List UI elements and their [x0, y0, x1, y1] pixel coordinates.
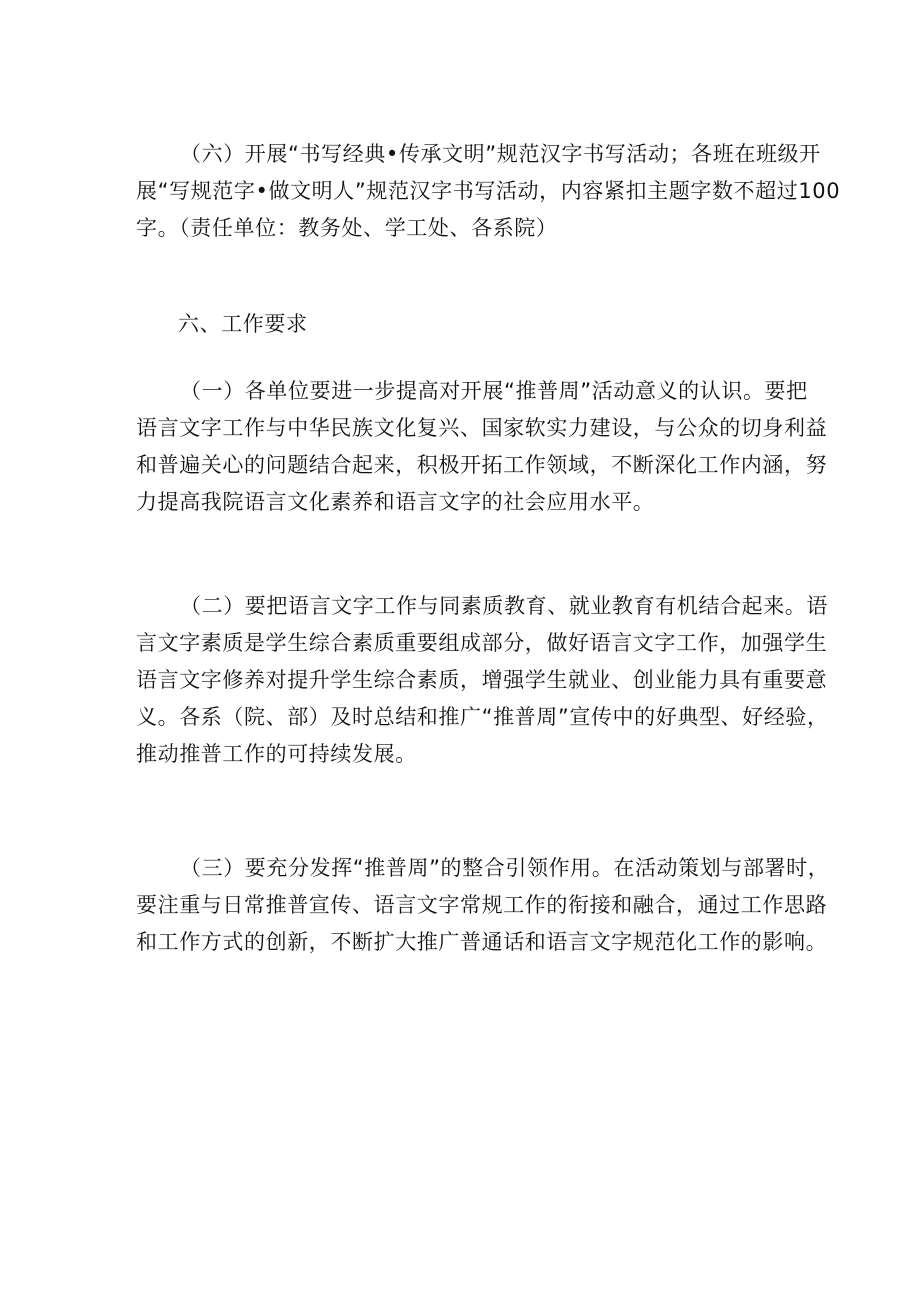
paragraph-line: 和普遍关心的问题结合起来，积极开拓工作领域，不断深化工作内涵，努 — [136, 453, 828, 477]
paragraph-line: 要注重与日常推普宣传、语言文字常规工作的衔接和融合，通过工作思路 — [136, 893, 828, 917]
paragraph-line: 力提高我院语言文化素养和语言文字的社会应用水平。 — [136, 490, 655, 514]
paragraph-line: 义。各系（院、部）及时总结和推广“推普周”宣传中的好典型、好经验， — [136, 705, 829, 729]
paragraph-requirement-two — [136, 588, 829, 773]
paragraph-requirement-one — [136, 373, 828, 521]
paragraph-requirement-three — [136, 850, 830, 961]
paragraph-line: 推动推普工作的可持续发展。 — [136, 742, 417, 766]
paragraph-line: （一）各单位要进一步提高对开展“推普周”活动意义的认识。要把 — [180, 379, 808, 403]
paragraph-line: 语言文字修养对提升学生综合素质，增强学生就业、创业能力具有重要意 — [136, 668, 828, 692]
paragraph-line: （二）要把语言文字工作与同素质教育、就业教育有机结合起来。语 — [180, 594, 828, 618]
paragraph-line: 字。（责任单位：教务处、学工处、各系院） — [136, 216, 558, 240]
paragraph-line: 语言文字工作与中华民族文化复兴、国家软实力建设，与公众的切身利益 — [136, 416, 828, 440]
paragraph-line: （六）开展“书写经典•传承文明”规范汉字书写活动；各班在班级开 — [180, 142, 821, 166]
section-heading: 六、工作要求 — [178, 312, 308, 336]
paragraph-line: 展“写规范字•做文明人”规范汉字书写活动，内容紧扣主题字数不超过100 — [136, 179, 841, 203]
paragraph-line: 言文字素质是学生综合素质重要组成部分，做好语言文字工作，加强学生 — [136, 631, 828, 655]
paragraph-item-six — [136, 136, 841, 247]
paragraph-line: 和工作方式的创新，不断扩大推广普通话和语言文字规范化工作的影响。 — [136, 930, 828, 954]
paragraph-line: （三）要充分发挥“推普周”的整合引领作用。在活动策划与部署时， — [180, 856, 830, 880]
